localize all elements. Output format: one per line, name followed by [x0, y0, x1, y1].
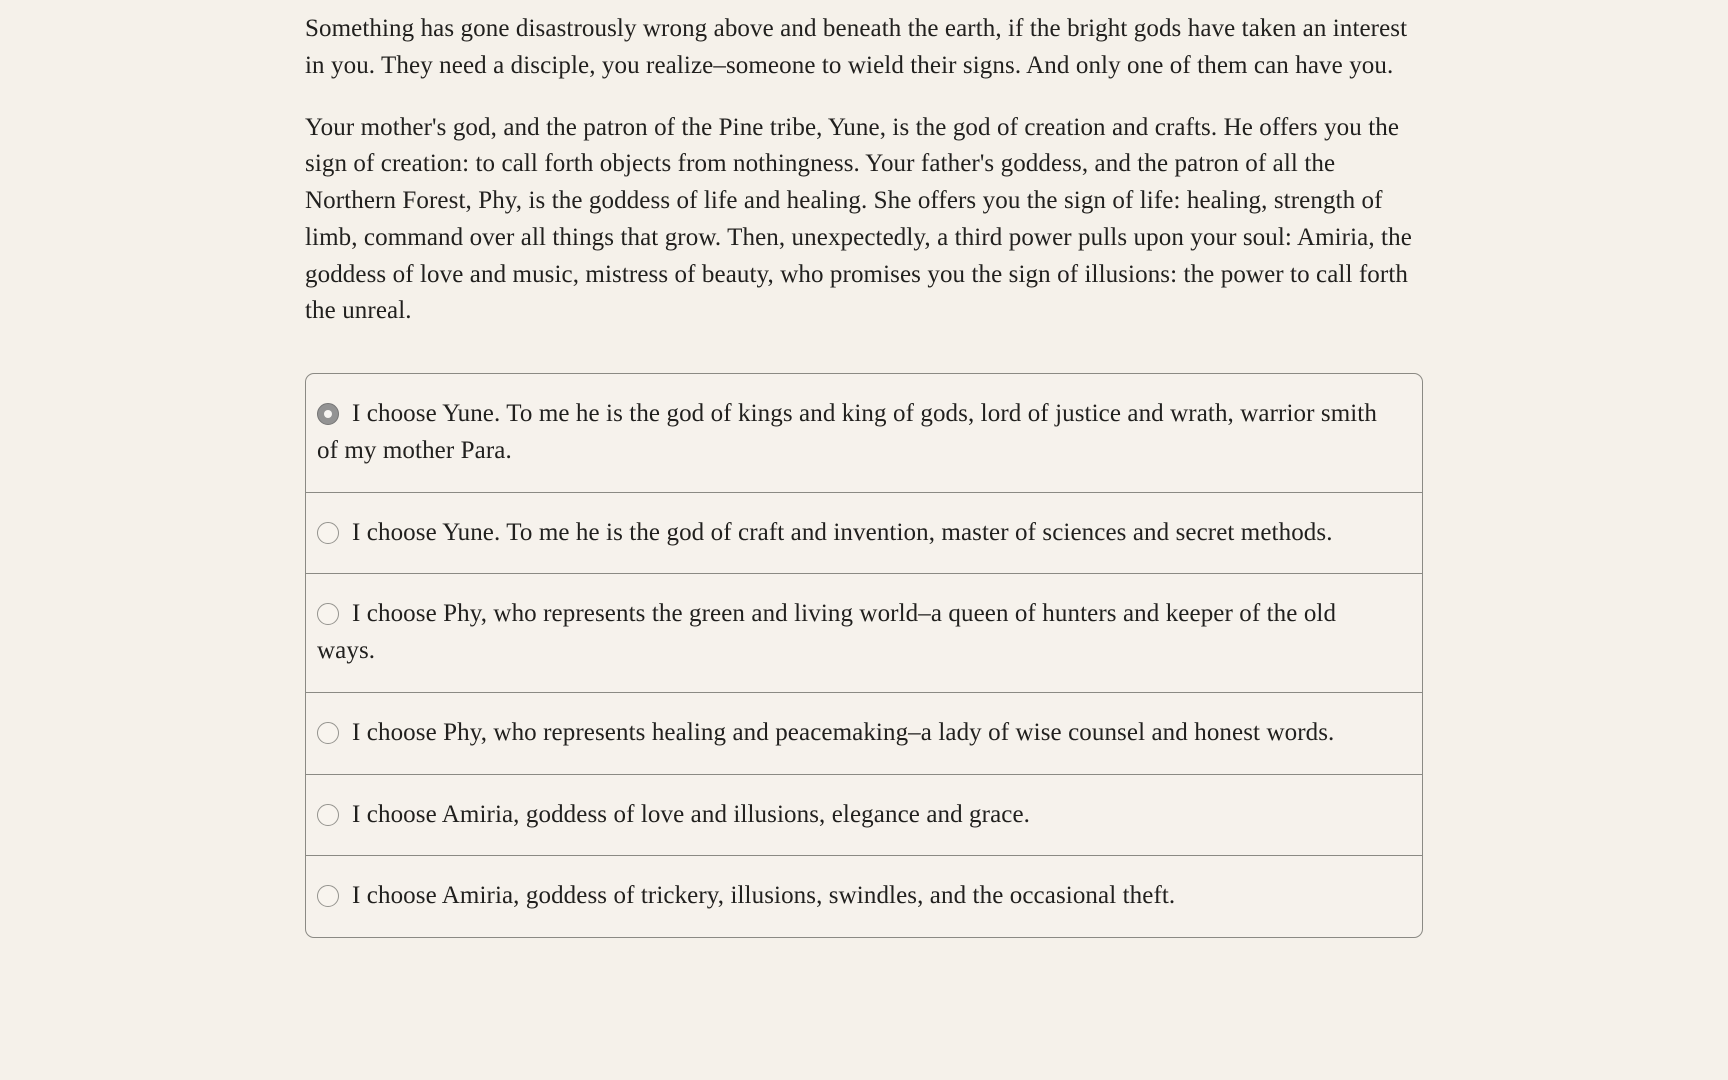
choice-option-yune-kings[interactable]: [306, 374, 1422, 492]
choice-label: I choose Amiria, goddess of trickery, illusions, swindles, and the occasional theft.: [352, 882, 1176, 910]
choice-label: I choose Phy, who represents the green and living world–a queen of hunters and keeper of the old ways.: [317, 600, 1337, 664]
radio-button-icon[interactable]: [317, 804, 339, 826]
radio-button-icon[interactable]: [317, 722, 339, 744]
story-paragraph: Your mother's god, and the patron of the Pine tribe, Yune, is the god of creation and crafts. He offers you the sign of creation: to call forth objects from nothingness. Your father's goddess, and the patron of all the Northern Forest, Phy, is the goddess of life and healing. She offers you the sign of life: healing, strength of limb, command over all things that grow. Then, unexpectedly, a third power pulls upon your soul: Amiria, the goddess of love and music, mistress of beauty, who promises you the sign of illusions: the power to call forth the unreal.: [305, 113, 1412, 325]
choice-option-phy-green[interactable]: [306, 573, 1422, 692]
radio-button-icon[interactable]: [317, 403, 339, 425]
choice-option-phy-healing[interactable]: [306, 692, 1422, 774]
choice-list: [305, 373, 1423, 938]
choice-label: I choose Phy, who represents healing and peacemaking–a lady of wise counsel and honest words.: [352, 718, 1335, 746]
story-page: [305, 0, 1423, 938]
story-paragraph: Something has gone disastrously wrong above and beneath the earth, if the bright gods have taken an interest in you. They need a disciple, you realize–someone to wield their signs. And only one of them can have you.: [305, 15, 1408, 79]
choice-option-amiria-trickery[interactable]: [306, 855, 1422, 937]
radio-button-icon[interactable]: [317, 603, 339, 625]
choice-label: I choose Amiria, goddess of love and illusions, elegance and grace.: [352, 800, 1031, 828]
radio-button-icon[interactable]: [317, 885, 339, 907]
choice-label: I choose Yune. To me he is the god of craft and invention, master of sciences and secret methods.: [352, 518, 1333, 546]
radio-button-icon[interactable]: [317, 522, 339, 544]
choice-label: I choose Yune. To me he is the god of kings and king of gods, lord of justice and wrath, warrior smith of my mother Para.: [317, 400, 1377, 464]
choice-option-yune-craft[interactable]: [306, 492, 1422, 574]
radio-dot-icon: [324, 410, 332, 418]
choice-option-amiria-love[interactable]: [306, 774, 1422, 856]
